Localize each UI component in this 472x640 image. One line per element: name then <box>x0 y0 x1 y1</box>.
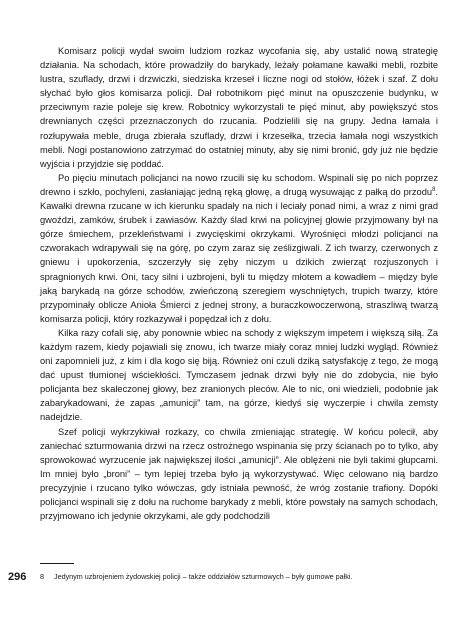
paragraph-2-text-after-note: . Kawałki drewna rzucane w ich kierunku spadały na nich i leciały ponad nimi, a wraz z nimi grad gwoździ, zamków, śrubek i zawiasów. Każdy ślad krwi na policyjnej głowie przyjmowany był na górze śmiechem, przekleństwami i zwycięskimi okrzykami. Wyrośnięci młodzi policjanci na czworakach wdrapywali się na górę, po czym zaraz się ześlizgiwali. Z ich twarzy, czerwonych z gniewu i upokorzenia, szczerzyły się zęby niczym u dzikich zwierząt rozjuszonych i spragnionych krwi. Oni, tacy silni i uzbrojeni, byli tu między młotem a kowadłem – między byle jaką barykadą na górze schodów, zwieńczoną szeregiem wyschniętych, trupich twarzy, które przypominały oblicze Anioła Śmierci z jednej strony, a buraczkowoczerwoną, straszliwą twarzą komisarza policji, który rozkazywał i popędzał ich z dołu. <box>40 186 438 324</box>
paragraph-2 <box>40 171 438 326</box>
paragraph-1: Komisarz policji wydał swoim ludziom rozkaz wycofania się, aby ustalić nową strategię działania. Na schodach, które prowadziły do barykady, leżały połamane kawałki mebli, rozbite lustra, szuflady, drzwi i drzwiczki, siedziska krzeseł i liczne nogi od stołów, łóżek i szaf. Z dołu słychać było głos komisarza policji. Dał robotnikom pięć minut na opuszczenie budynku, w przeciwnym razie poleje się krew. Robotnicy wykorzystali te pięć minut, aby powiększyć stos drewnianych części przeznaczonych do rzucania. Podzielili się na grupy. Jedna łamała i rozłupywała meble, druga zbierała szuflady, drzwi i krzesełka, trzecia łamała nogi wszystkich mebli. Nogi postanowiono zatrzymać do ostatniej minuty, aby się nimi bronić, gdy już nie będzie wyjścia i przyjdzie się poddać. <box>40 46 438 169</box>
footnote-reference: 8 <box>432 186 436 193</box>
paragraph-3: Kilka razy cofali się, aby ponownie wbiec na schody z większym impetem i większą siłą. Za każdym razem, kiedy pojawiali się znowu, ich twarze miały coraz mniej ludzki wygląd. Również oni zapomnieli już, z kim i dla kogo się biją. Również oni czuli dziką satysfakcję z tego, że mogą dać upust tłumionej wściekłości. Tymczasem jednak drzwi były nie do zdobycia, nie było policjanta bez skaleczonej głowy, bez zranionych pleców. Ale to nic, oni wiedzieli, podobnie jak zabarykadowani, że zapas „amunicji” tam, na górze, kiedyś się wyczerpie i chwila zemsty nadejdzie. <box>40 327 438 423</box>
page-number: 296 <box>8 571 27 583</box>
paragraph-4: Szef policji wykrzykiwał rozkazy, co chwila zmieniając strategię. W końcu polecił, aby zaniechać szturmowania drzwi na rzecz ostrożnego wspinania się przy ścianach po to tylko, aby sprowokować wyrzucenie jak największej ilości „amunicji”. Ale oblężeni nie byli takimi głupcami. Im mniej było „broni” – tym lepiej trzeba było ją wykorzystywać. Więc celowano nią bardzo precyzyjnie i rzucano tylko wówczas, gdy istniała pewność, że wróg zostanie trafiony. Dopóki policjanci wspinali się z dołu na ruchome barykady z mebli, które powstały na samych schodach, przyjmowano ich jedynie okrzykami, ale gdy podchodzili <box>40 426 438 522</box>
footnote <box>40 572 440 582</box>
main-text <box>40 44 438 523</box>
footnote-mark: 8 <box>40 572 44 581</box>
footnote-text: Jedynym uzbrojeniem żydowskiej policji – także oddziałów szturmowych – były gumowe pałki. <box>54 572 353 581</box>
footnote-separator <box>40 563 74 564</box>
paragraph-2-text-before-note: Po pięciu minutach policjanci na nowo rzucili się ku schodom. Wspinali się po nich poprzez drewno i szkło, pochyleni, zasłaniając jedną ręką głowę, a drugą wysuwając z pałką do przodu <box>40 172 438 197</box>
